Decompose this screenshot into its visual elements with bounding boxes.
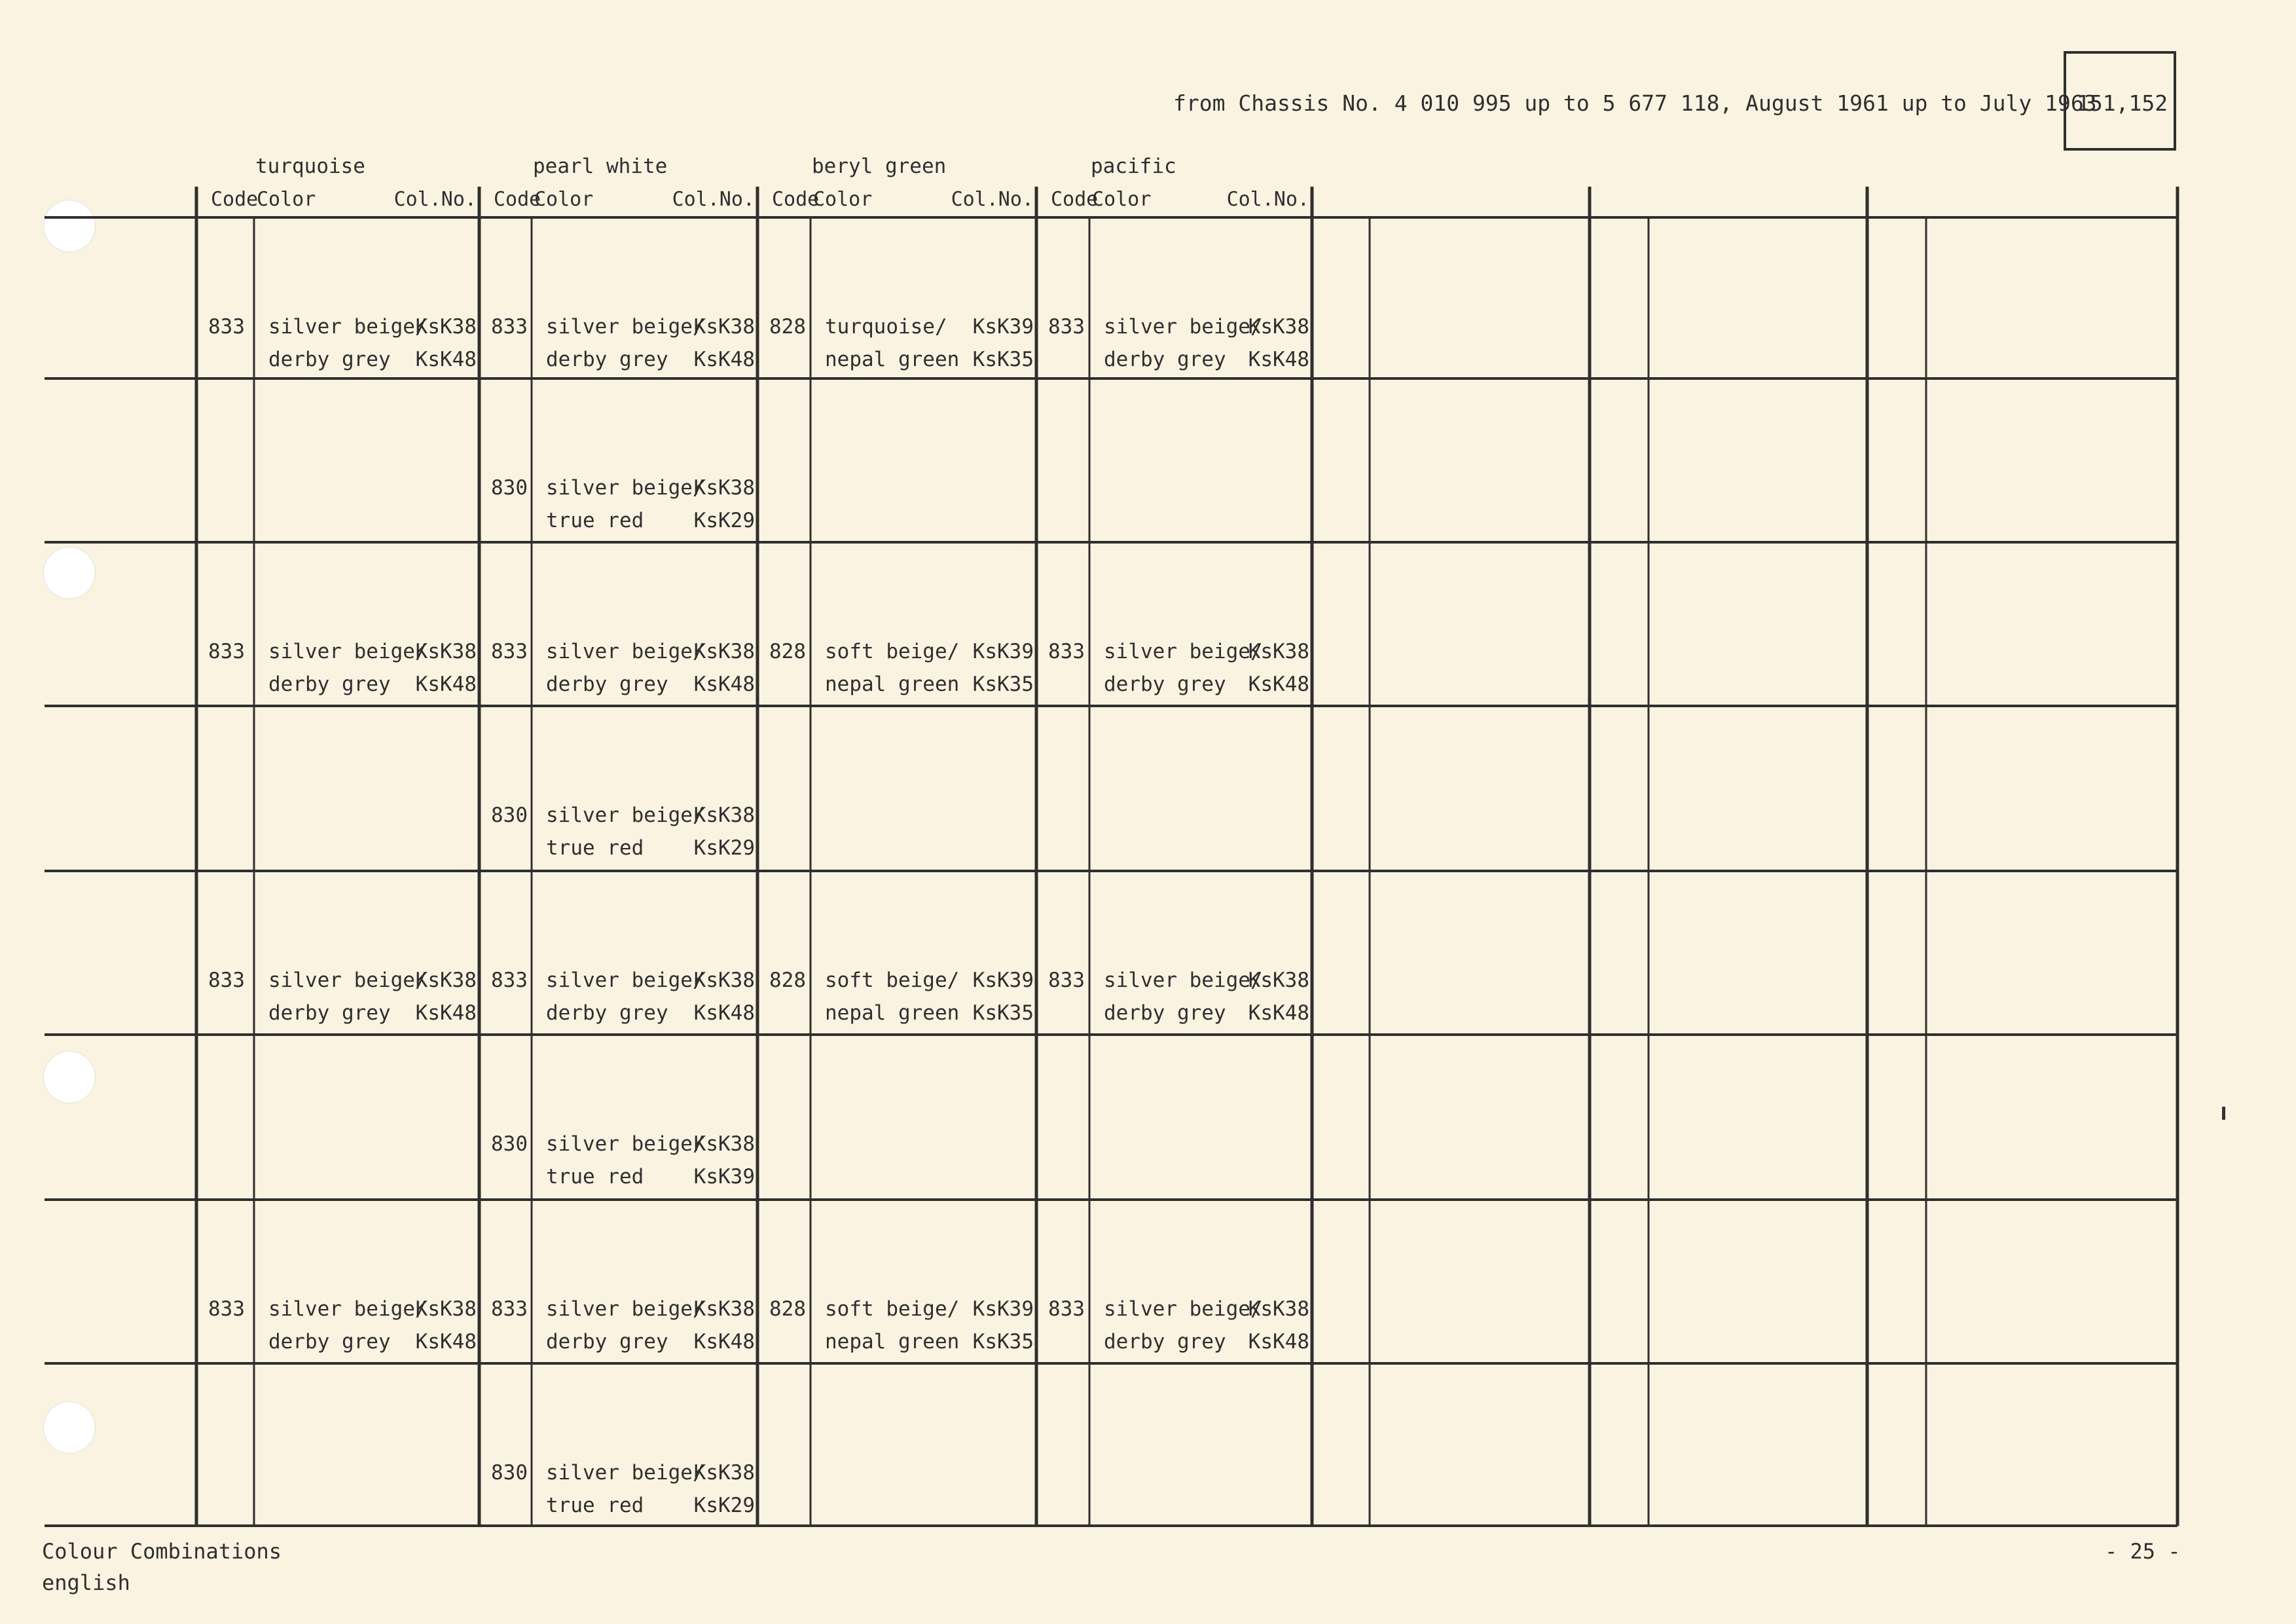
colno-2: KsK48: [1248, 1330, 1309, 1354]
color-line-2: derby grey: [268, 1001, 391, 1025]
color-line-1: turquoise/: [825, 315, 947, 339]
color-line-1: silver beige/: [546, 640, 705, 663]
colno-2: KsK48: [415, 1330, 477, 1354]
color-line-1: silver beige/: [546, 1297, 705, 1321]
color-line-1: silver beige/: [546, 476, 705, 500]
color-line-1: silver beige/: [1104, 1297, 1263, 1321]
footer-title: Colour Combinations: [42, 1539, 282, 1564]
color-line-2: derby grey: [268, 348, 391, 371]
group-title: beryl green: [812, 155, 947, 178]
colno-2: KsK29: [693, 509, 755, 532]
color-line-2: derby grey: [546, 1001, 668, 1025]
code-cell: 833: [491, 315, 528, 339]
color-line-1: silver beige/: [268, 1297, 428, 1321]
group-title: turquoise: [255, 155, 365, 178]
colno-1: KsK39: [972, 315, 1034, 339]
code-cell: 833: [1048, 969, 1085, 992]
colno-2: KsK35: [972, 1001, 1034, 1025]
code-cell: 833: [1048, 1297, 1085, 1321]
colno-1: KsK38: [415, 315, 477, 339]
code-cell: 833: [208, 1297, 245, 1321]
color-line-2: true red: [546, 836, 644, 860]
color-line-1: soft beige/: [825, 640, 960, 663]
colno-2: KsK39: [693, 1165, 755, 1189]
color-line-1: soft beige/: [825, 1297, 960, 1321]
colno-1: KsK39: [972, 640, 1034, 663]
colno-2: KsK48: [1248, 673, 1309, 696]
colno-1: KsK38: [693, 476, 755, 500]
code-cell: 833: [491, 969, 528, 992]
chassis-range-note: from Chassis No. 4 010 995 up to 5 677 118, August 1961 up to July 1963: [1173, 90, 2097, 116]
color-line-1: silver beige/: [1104, 969, 1263, 992]
code-cell: 833: [491, 640, 528, 663]
colno-1: KsK38: [415, 1297, 477, 1321]
color-line-1: silver beige/: [268, 640, 428, 663]
color-line-2: nepal green: [825, 1001, 960, 1025]
colno-2: KsK48: [415, 348, 477, 371]
code-cell: 833: [208, 315, 245, 339]
color-line-2: nepal green: [825, 1330, 960, 1354]
color-line-1: silver beige/: [546, 1132, 705, 1156]
colno-2: KsK48: [693, 348, 755, 371]
colno-2: KsK48: [1248, 1001, 1309, 1025]
colno-1: KsK38: [693, 315, 755, 339]
code-cell: 833: [491, 1297, 528, 1321]
group-title: pacific: [1091, 155, 1176, 178]
colno-1: KsK38: [1248, 969, 1309, 992]
code-cell: 830: [491, 1461, 528, 1485]
colno-1: KsK38: [1248, 640, 1309, 663]
code-header: Code: [211, 188, 259, 211]
color-line-1: soft beige/: [825, 969, 960, 992]
colno-1: KsK38: [693, 640, 755, 663]
color-line-1: silver beige/: [268, 315, 428, 339]
margin-mark: [2222, 1107, 2225, 1120]
code-header: Code: [494, 188, 541, 211]
colno-1: KsK38: [693, 1461, 755, 1485]
colno-2: KsK48: [693, 1001, 755, 1025]
color-line-2: derby grey: [546, 673, 668, 696]
colno-2: KsK48: [1248, 348, 1309, 371]
code-header: Code: [1051, 188, 1099, 211]
colno-1: KsK39: [972, 969, 1034, 992]
color-line-1: silver beige/: [1104, 315, 1263, 339]
code-cell: 828: [769, 1297, 806, 1321]
color-line-1: silver beige/: [546, 315, 705, 339]
colno-1: KsK38: [415, 969, 477, 992]
code-cell: 833: [208, 640, 245, 663]
footer-language: english: [42, 1570, 130, 1595]
color-line-1: silver beige/: [546, 803, 705, 827]
color-line-2: derby grey: [1104, 673, 1226, 696]
colno-2: KsK48: [415, 1001, 477, 1025]
group-title: pearl white: [533, 155, 668, 178]
colno-2: KsK35: [972, 1330, 1034, 1354]
color-header: Color: [257, 188, 316, 211]
color-line-2: true red: [546, 509, 644, 532]
color-line-2: nepal green: [825, 673, 960, 696]
code-cell: 830: [491, 476, 528, 500]
code-header: Code: [772, 188, 820, 211]
code-cell: 830: [491, 1132, 528, 1156]
color-line-2: derby grey: [1104, 1330, 1226, 1354]
colno-2: KsK48: [693, 673, 755, 696]
colno-1: KsK38: [693, 969, 755, 992]
page-number: - 25 -: [2105, 1539, 2181, 1564]
colno-1: KsK38: [693, 1132, 755, 1156]
colno-2: KsK29: [693, 1494, 755, 1517]
colno-1: KsK38: [415, 640, 477, 663]
code-cell: 828: [769, 969, 806, 992]
colno-1: KsK38: [1248, 1297, 1309, 1321]
color-line-2: true red: [546, 1165, 644, 1189]
color-line-1: silver beige/: [546, 969, 705, 992]
colno-header: Col.No.: [393, 188, 477, 211]
colno-header: Col.No.: [672, 188, 755, 211]
colno-header: Col.No.: [1226, 188, 1309, 211]
page-reference: 151,152: [2077, 90, 2168, 116]
colno-1: KsK39: [972, 1297, 1034, 1321]
color-line-2: derby grey: [546, 1330, 668, 1354]
colno-2: KsK35: [972, 348, 1034, 371]
code-cell: 828: [769, 640, 806, 663]
colno-1: KsK38: [693, 1297, 755, 1321]
colno-1: KsK38: [693, 803, 755, 827]
color-header: Color: [813, 188, 873, 211]
color-line-2: true red: [546, 1494, 644, 1517]
code-cell: 833: [208, 969, 245, 992]
colno-1: KsK38: [1248, 315, 1309, 339]
code-cell: 833: [1048, 315, 1085, 339]
colno-2: KsK48: [693, 1330, 755, 1354]
code-cell: 830: [491, 803, 528, 827]
colno-2: KsK29: [693, 836, 755, 860]
color-line-2: derby grey: [268, 1330, 391, 1354]
color-line-1: silver beige/: [546, 1461, 705, 1485]
color-line-1: silver beige/: [268, 969, 428, 992]
color-line-1: silver beige/: [1104, 640, 1263, 663]
color-header: Color: [534, 188, 594, 211]
color-line-2: derby grey: [1104, 1001, 1226, 1025]
color-line-2: derby grey: [546, 348, 668, 371]
code-cell: 828: [769, 315, 806, 339]
color-line-2: nepal green: [825, 348, 960, 371]
code-cell: 833: [1048, 640, 1085, 663]
colno-header: Col.No.: [951, 188, 1034, 211]
color-line-2: derby grey: [1104, 348, 1226, 371]
colno-2: KsK35: [972, 673, 1034, 696]
color-header: Color: [1092, 188, 1152, 211]
color-line-2: derby grey: [268, 673, 391, 696]
colno-2: KsK48: [415, 673, 477, 696]
